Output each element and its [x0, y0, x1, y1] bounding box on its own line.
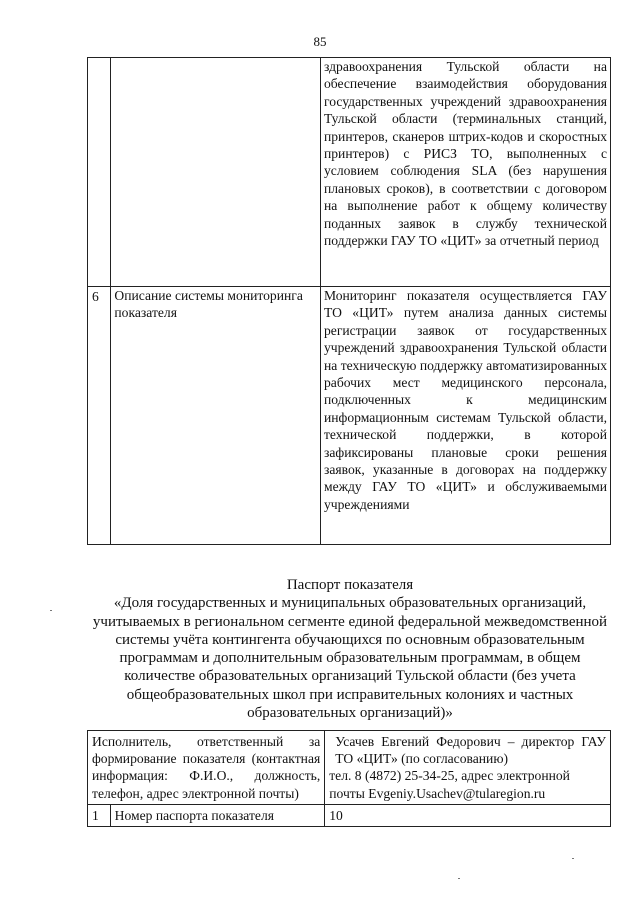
row-label: [111, 58, 321, 287]
scan-speck: [572, 858, 574, 859]
executor-cell: [325, 731, 611, 805]
indicator-table-continued: [87, 57, 611, 545]
passport-title-block: [90, 576, 610, 722]
row-number: 1: [88, 804, 111, 826]
executor-value: Усачев Евгений Федорович – директор ГАУ ТО «ЦИТ» (по согласованию): [335, 734, 606, 767]
scan-speck: [458, 878, 460, 879]
passport-heading: Паспорт показателя: [286, 577, 414, 593]
row-text: Мониторинг показателя осуществляется ГАУ ТО «ЦИТ» путем анализа данных системы регистрации заявок от государственных учреждений здравоохранения Тульской области на техническую поддержку автоматизированных рабочих мест медицинского персонала, подключенных к медицинским информационным системам Тульской области, технической поддержки, в которой зафиксированы плановые сроки решения заявок, указанные в договорах на поддержку между ГАУ ТО «ЦИТ» и обслуживаемыми учреждениями: [320, 287, 610, 545]
table-row: [88, 804, 611, 826]
executor-label: Исполнитель, ответственный за формирование показателя (контактная информация: Ф.И.О., должность, телефон, адрес электронной почты): [88, 731, 325, 805]
table-row: [88, 731, 611, 805]
row-label: Номер паспорта показателя: [110, 804, 325, 826]
row-value: 10: [325, 804, 611, 826]
row-label: Описание системы мониторинга показателя: [111, 287, 321, 545]
page-number: 85: [313, 34, 327, 49]
table-row: [88, 287, 611, 545]
passport-table: [87, 730, 611, 827]
row-number: [88, 58, 111, 287]
passport-title: «Доля государственных и муниципальных образовательных организаций, учитываемых в региональном сегменте единой федеральной межведомственной системы учёта контингента обучающихся по основным образовательным программам и дополнительным образовательным программам, в общем количестве образовательных организаций Тульской области (без учета общеобразовательных школ при исправительных колониях и частных образовательных организаций)»: [92, 595, 608, 722]
table-row: [88, 58, 611, 287]
row-number: 6: [88, 287, 111, 545]
row-text: здравоохранения Тульской области на обеспечение взаимодействия оборудования государственных учреждений здравоохранения Тульской области (терминальных станций, принтеров, сканеров штрих-кодов и скоростных принтеров) с РИСЗ ТО, выполненных с условием соблюдения SLA (без нарушения плановых сроков), в соответствии с договором на выполнение работ к общему количеству поданных заявок в службу технической поддержки ГАУ ТО «ЦИТ» за отчетный период: [320, 58, 610, 287]
scan-speck: [50, 610, 52, 611]
executor-contacts: тел. 8 (4872) 25-34-25, адрес электронной почты Evgeniy.Usachev@tularegion.ru: [329, 768, 570, 801]
